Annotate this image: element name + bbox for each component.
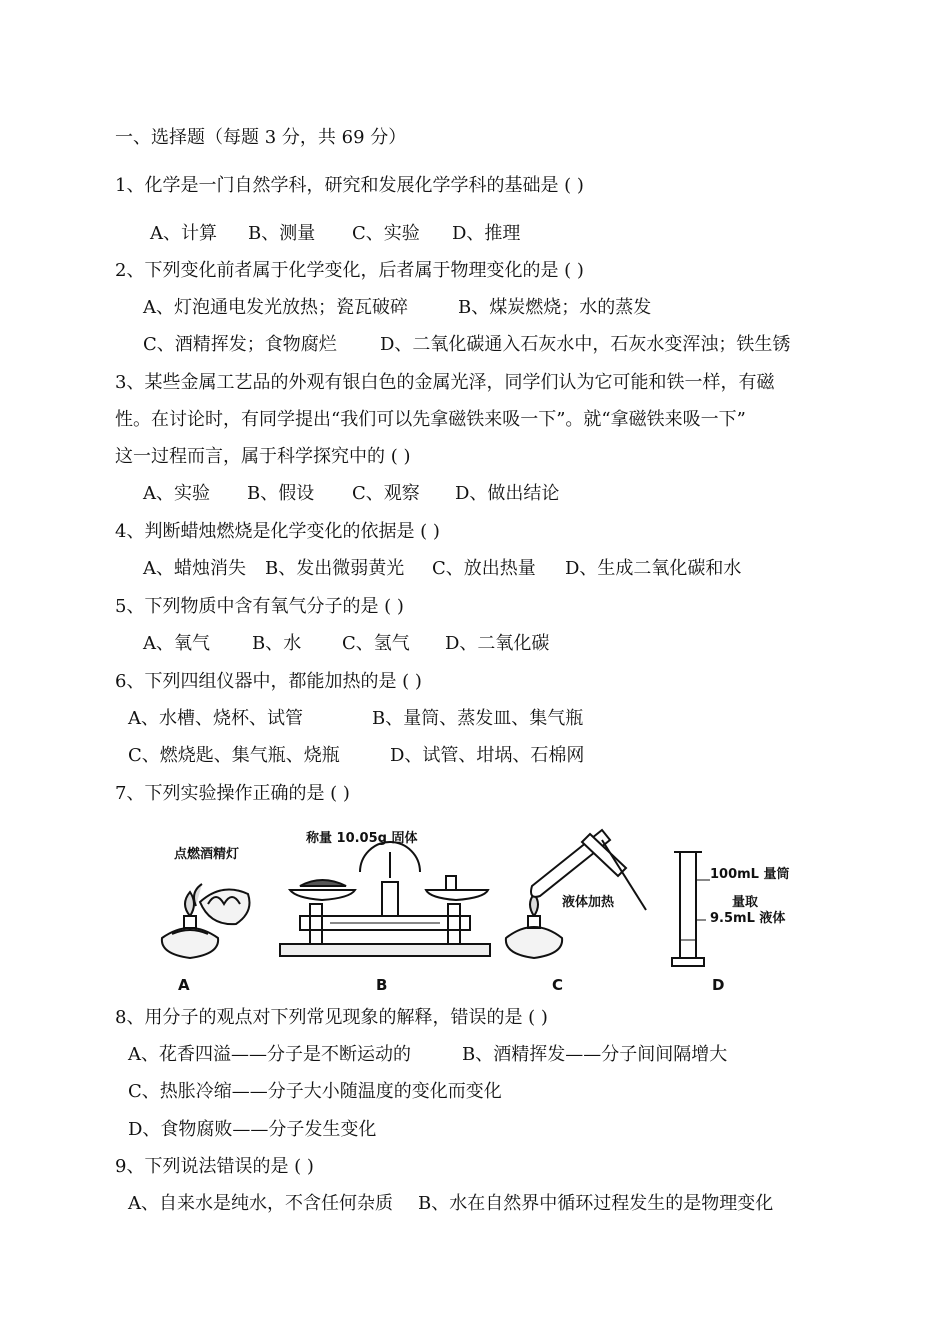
figure-letter-c: C [552, 976, 564, 994]
question-3-option-c: C、观察 [352, 483, 420, 504]
question-4-option-d: D、生成二氧化碳和水 [565, 558, 742, 579]
figure-label-d3: 9.5mL 液体 [710, 911, 786, 926]
figure-letter-d: D [712, 976, 725, 994]
graduated-cylinder-icon [672, 852, 710, 966]
question-6-option-b: B、量筒、蒸发皿、集气瓶 [372, 708, 584, 729]
question-2-option-c: C、酒精挥发；食物腐烂 [143, 334, 337, 355]
question-1-option-b: B、测量 [248, 223, 316, 244]
question-3-option-d: D、做出结论 [455, 483, 560, 504]
question-3-option-a: A、实验 [143, 483, 210, 504]
question-1-option-c: C、实验 [352, 223, 420, 244]
question-1-option-a: A、计算 [150, 223, 217, 244]
section-title: 一、选择题（每题 3 分，共 69 分） [115, 127, 407, 148]
figure-label-c: 液体加热 [562, 895, 615, 910]
question-2-option-b: B、煤炭燃烧；水的蒸发 [458, 297, 652, 318]
question-5-stem: 5、下列物质中含有氧气分子的是 ( ) [115, 596, 404, 617]
alcohol-lamp-right-icon [194, 884, 250, 924]
question-5-option-d: D、二氧化碳 [445, 633, 550, 654]
figure-label-d2: 量取 [732, 895, 759, 910]
question-4-option-c: C、放出热量 [432, 558, 536, 579]
question-9-option-b: B、水在自然界中循环过程发生的是物理变化 [418, 1193, 774, 1214]
question-3-stem-line-2: 性。在讨论时，有同学提出“我们可以先拿磁铁来吸一下”。就“拿磁铁来吸一下” [115, 409, 746, 430]
question-3-option-b: B、假设 [247, 483, 315, 504]
question-6-stem: 6、下列四组仪器中，都能加热的是 ( ) [115, 671, 422, 692]
question-8-stem: 8、用分子的观点对下列常见现象的解释，错误的是 ( ) [115, 1007, 548, 1028]
question-2-option-a: A、灯泡通电发光放热；瓷瓦破碎 [143, 297, 408, 318]
question-8-option-b: B、酒精挥发——分子间间隔增大 [462, 1044, 728, 1065]
question-1-option-d: D、推理 [452, 223, 521, 244]
question-6-option-d: D、试管、坩埚、石棉网 [390, 745, 585, 766]
question-6-option-c: C、燃烧匙、集气瓶、烧瓶 [128, 745, 340, 766]
question-4-option-b: B、发出微弱黄光 [265, 558, 405, 579]
question-3-stem-line-1: 3、某些金属工艺品的外观有银白色的金属光泽，同学们认为它可能和铁一样，有磁 [115, 372, 775, 393]
question-9-stem: 9、下列说法错误的是 ( ) [115, 1156, 314, 1177]
question-6-option-a: A、水槽、烧杯、试管 [128, 708, 303, 729]
question-8-option-a: A、花香四溢——分子是不断运动的 [128, 1044, 411, 1065]
lab-operations-figure [150, 820, 810, 995]
figure-label-a: 点燃酒精灯 [174, 847, 240, 862]
figure-label-d1: 100mL 量筒 [710, 867, 790, 882]
question-8-option-d: D、食物腐败——分子发生变化 [128, 1119, 377, 1140]
question-4-stem: 4、判断蜡烛燃烧是化学变化的依据是 ( ) [115, 521, 440, 542]
figure-label-b: 称量 10.05g 固体 [306, 831, 418, 846]
figure-letter-a: A [178, 976, 190, 994]
question-5-option-b: B、水 [252, 633, 302, 654]
question-5-option-c: C、氢气 [342, 633, 410, 654]
question-2-option-d: D、二氧化碳通入石灰水中，石灰水变浑浊；铁生锈 [380, 334, 791, 355]
question-2-stem: 2、下列变化前者属于化学变化，后者属于物理变化的是 ( ) [115, 260, 584, 281]
question-3-stem-line-3: 这一过程而言，属于科学探究中的 ( ) [115, 446, 411, 467]
question-1-stem: 1、化学是一门自然学科，研究和发展化学学科的基础是 ( ) [115, 175, 584, 196]
test-tube-heating-icon [506, 830, 646, 958]
balance-icon [280, 842, 490, 956]
question-9-option-a: A、自来水是纯水，不含任何杂质 [128, 1193, 393, 1214]
lab-operations-drawing [150, 820, 810, 995]
question-8-option-c: C、热胀冷缩——分子大小随温度的变化而变化 [128, 1081, 502, 1102]
question-5-option-a: A、氧气 [143, 633, 210, 654]
question-7-stem: 7、下列实验操作正确的是 ( ) [115, 783, 350, 804]
question-4-option-a: A、蜡烛消失 [143, 558, 246, 579]
figure-letter-b: B [376, 976, 388, 994]
